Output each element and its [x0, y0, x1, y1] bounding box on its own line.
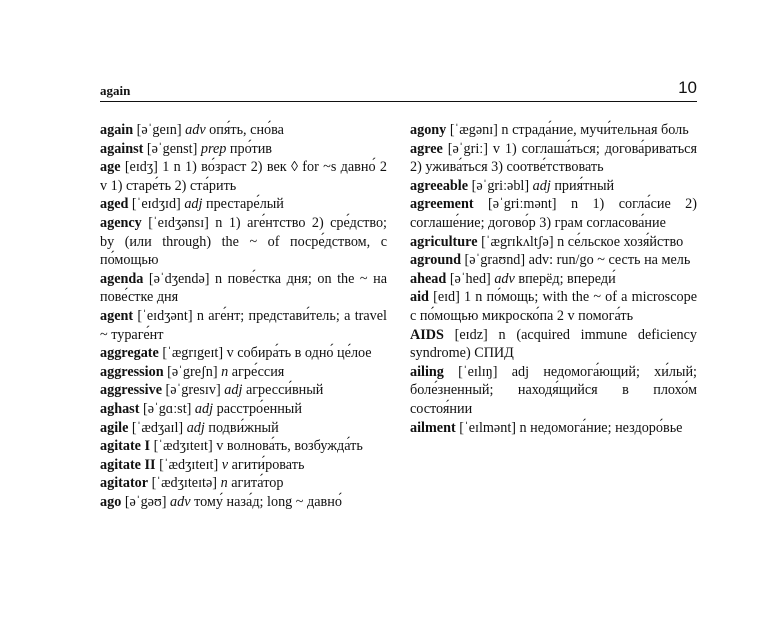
entry-part-of-speech: adj — [532, 177, 551, 194]
entry-translation: вперёд; впереди́ — [514, 270, 616, 287]
entry-part-of-speech: n — [220, 475, 228, 492]
entry-part-of-speech: adj — [184, 196, 203, 213]
entry-body: [əˈgresɪv] — [162, 382, 225, 399]
entry-body: [ˈeɪlmənt] n недомога́ние; нездоро́вье — [455, 419, 683, 436]
entry-translation: про́тив — [226, 140, 272, 157]
dictionary-entry — [410, 195, 697, 232]
entry-headword: agony — [410, 122, 447, 138]
entry-body: [əˈhed] — [446, 270, 495, 287]
entry-headword: ailment — [410, 419, 456, 436]
header-rule — [100, 101, 697, 102]
entry-body: [ˈeɪdʒənsɪ] n 1) аге́нтство 2) сре́дство; by (или through) the ~ of посре́дством, с по́мощью — [100, 214, 387, 269]
entry-headword: agitate I — [100, 438, 151, 455]
dictionary-entry — [410, 233, 697, 252]
entry-body: [eɪd] 1 n по́мощь; with the ~ of a microscope с по́мощью микроско́па 2 v помога́ть — [410, 289, 697, 324]
dictionary-entry — [100, 344, 387, 363]
entry-headword: aghast — [100, 400, 140, 417]
dictionary-entry — [410, 419, 697, 438]
entry-body: [əˈgriːəbl] — [468, 177, 533, 194]
entry-headword: agreement — [410, 196, 474, 213]
dictionary-entry — [100, 214, 387, 270]
entry-headword: aground — [410, 252, 461, 269]
entry-part-of-speech: adv — [494, 270, 515, 287]
entry-body: [ˈædʒɪteɪt] — [155, 456, 222, 473]
entry-body: [ˈædʒɪteɪt] v волнова́ть, возбужда́ть — [150, 438, 363, 455]
entry-part-of-speech: adv — [170, 493, 191, 510]
entry-body: [ˈædʒɪteɪtə] — [148, 475, 221, 492]
entry-body: [ˈægrɪkʌltʃə] n се́льское хозя́йство — [477, 233, 684, 250]
entry-headword: agile — [100, 419, 129, 436]
entry-translation: подви́жный — [204, 419, 279, 436]
dictionary-entry — [100, 493, 387, 512]
entry-translation: расстро́енный — [213, 400, 302, 417]
entry-body: [ˈægrɪgeɪt] v собира́ть в одно́ це́лое — [158, 345, 372, 362]
entry-body: [əˈgɑːst] — [139, 400, 195, 417]
entry-headword: again — [100, 122, 134, 138]
dictionary-entry — [100, 419, 387, 438]
entry-translation: прия́тный — [550, 177, 615, 194]
entry-headword: agency — [100, 214, 142, 231]
dictionary-entry — [410, 270, 697, 289]
entry-body: [əˈgenst] — [143, 140, 201, 157]
entry-body: [əˈgriː] v 1) соглаша́ться; догова́риваться 2) ужива́ться 3) соотве́тствовать — [410, 140, 697, 176]
entry-body: [ˈeɪlɪŋ] adj недомога́ющий; хи́лый; боле́зненный; находя́щийся в плохо́м состоя́нии — [410, 363, 697, 417]
entry-translation: агити́ровать — [228, 456, 305, 473]
entry-body: [əˈgəʊ] — [121, 493, 171, 510]
dictionary-entry — [100, 474, 387, 493]
entry-body: [əˈgraʊnd] adv: run/go ~ сесть на мель — [461, 252, 691, 269]
entry-headword: agent — [100, 307, 134, 324]
entry-part-of-speech: adj — [186, 419, 205, 436]
entry-translation: агита́тор — [227, 475, 284, 492]
dictionary-entry — [410, 288, 697, 325]
entry-headword: agreeable — [410, 177, 469, 194]
dictionary-entry — [100, 437, 387, 456]
dictionary-entry — [100, 456, 387, 475]
entry-headword: aggregate — [100, 345, 159, 362]
entry-headword: ailing — [410, 363, 444, 380]
entry-translation: опя́ть, сно́ва — [205, 122, 284, 138]
dictionary-entry — [100, 400, 387, 419]
entry-part-of-speech: n — [221, 363, 229, 380]
entry-headword: age — [100, 159, 121, 176]
entry-body: [əˈdʒendə] n пове́стка дня; on the ~ на пове́стке дня — [100, 270, 387, 306]
dictionary-entry — [100, 140, 387, 159]
dictionary-entry — [410, 140, 697, 177]
entry-body: [ˈægənɪ] n страда́ние, мучи́тельная боль — [446, 122, 689, 138]
entry-part-of-speech: adv — [185, 122, 206, 138]
entry-headword: aggression — [100, 363, 164, 380]
entry-translation: престаре́лый — [202, 196, 284, 213]
right-column — [410, 121, 697, 437]
entry-part-of-speech: v — [221, 456, 229, 473]
entry-headword: agitator — [100, 475, 149, 492]
entry-part-of-speech: prep — [200, 140, 227, 157]
page-header — [100, 78, 697, 100]
entry-headword: ago — [100, 493, 122, 510]
entry-body: [əˈgriːmənt] n 1) согла́сие 2) соглаше́ние; догово́р 3) грам согласова́ние — [410, 196, 697, 231]
entry-body: [eɪdz] n (acquired immune deficiency syndrome) СПИД — [410, 326, 697, 362]
entry-body: [əˈgreʃn] — [163, 363, 222, 380]
entry-body: [əˈgeɪn] — [133, 122, 186, 138]
entry-part-of-speech: adj — [224, 382, 243, 399]
dictionary-entry — [100, 195, 387, 214]
entry-part-of-speech: adj — [194, 400, 214, 417]
entry-headword: agitate II — [100, 456, 156, 473]
entry-headword: agree — [410, 140, 443, 157]
entry-headword: ahead — [410, 270, 447, 287]
dictionary-entry — [100, 307, 387, 344]
entry-body: [eɪdʒ] 1 n 1) во́зраст 2) век ◊ for ~s давно́ 2 v 1) старе́ть 2) ста́рить — [100, 159, 387, 194]
dictionary-entry — [100, 363, 387, 382]
dictionary-entry — [410, 326, 697, 363]
entry-translation: агре́ссия — [228, 363, 285, 380]
entry-body: [ˈædʒaɪl] — [128, 419, 187, 436]
entry-headword: AIDS — [410, 326, 444, 343]
dictionary-entry — [100, 270, 387, 307]
dictionary-entry — [100, 158, 387, 195]
entry-headword: aged — [100, 196, 129, 213]
entry-headword: against — [100, 140, 144, 157]
running-headword: again — [100, 83, 131, 98]
dictionary-entry — [410, 121, 697, 140]
dictionary-entry — [100, 381, 387, 400]
entry-headword: agenda — [100, 270, 144, 287]
entry-body: [ˈeɪdʒɪd] — [128, 196, 185, 213]
entry-translation: тому́ наза́д; long ~ давно́ — [190, 493, 342, 510]
entry-headword: aggressive — [100, 382, 162, 399]
dictionary-entry — [410, 177, 697, 196]
entry-body: [ˈeɪdʒənt] n аге́нт; представи́тель; a travel ~ тураге́нт — [100, 307, 387, 343]
dictionary-entry — [100, 121, 387, 140]
entry-translation: агресси́вный — [242, 382, 324, 399]
left-column — [100, 121, 387, 511]
entry-headword: aid — [410, 289, 429, 306]
entry-headword: agriculture — [410, 233, 478, 250]
dictionary-entry — [410, 251, 697, 270]
dictionary-entry — [410, 363, 697, 419]
page-number: 10 — [678, 78, 697, 97]
